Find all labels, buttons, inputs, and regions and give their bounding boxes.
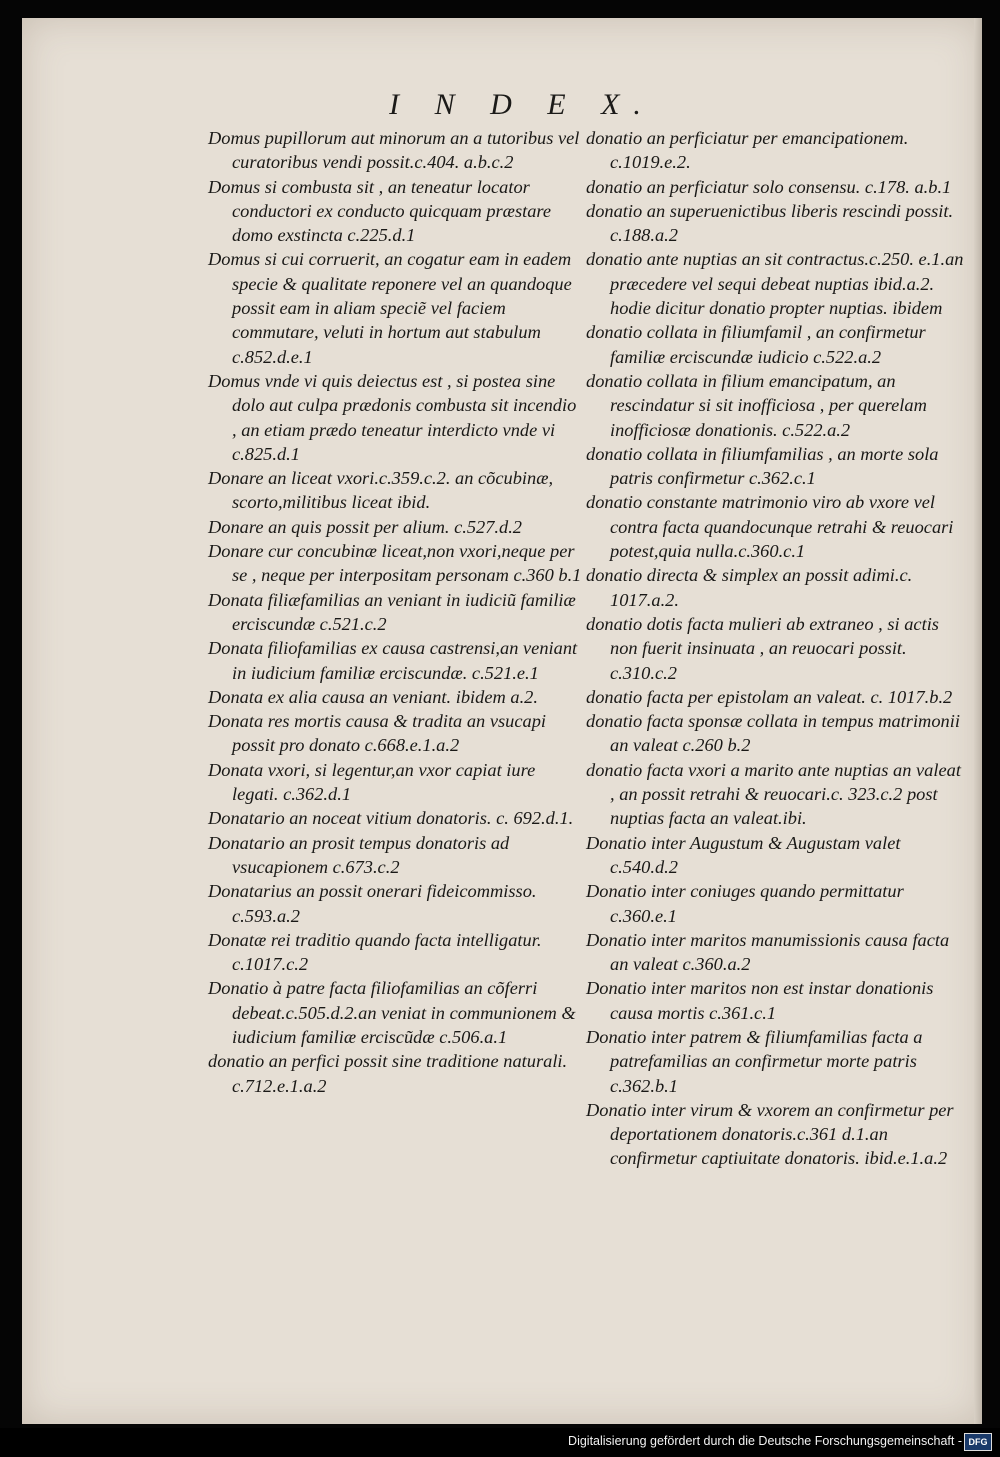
index-entry: Donatio inter patrem & filiumfamilias facta a patrefamilias an confirmetur morte patris c.362.b.1 [586, 1026, 923, 1096]
index-entry: donatio directa & simplex an possit adimi.c. 1017.a.2. [586, 565, 913, 610]
right-column [586, 126, 964, 1171]
page-header: I N D E X. [389, 88, 655, 121]
footer-bar [0, 1428, 1000, 1457]
index-entry: donatio collata in filium emancipatum, an rescindatur si sit inofficiosa , per querelam inofficiosæ donationis. c.522.a.2 [586, 370, 927, 440]
page-edge [974, 18, 982, 1424]
index-entry: Donata filiofamilias ex causa castrensi,an veniant in iudicium familiæ erciscundæ. c.521.e.1 [208, 638, 578, 683]
index-entry: Donatarius an possit onerari fideicommisso. c.593.a.2 [208, 881, 537, 926]
index-entry: donatio ante nuptias an sit contractus.c.250. e.1.an præcedere vel sequi debeat nuptias ibid.a.2. hodie dicitur donatio propter nuptias. ibidem [586, 249, 964, 319]
index-entry: donatio an perfici possit sine traditione naturali. c.712.e.1.a.2 [208, 1051, 568, 1096]
index-entry: Donatario an noceat vitium donatoris. c. 692.d.1. [208, 808, 574, 829]
index-entry: donatio an perficiatur solo consensu. c.178. a.b.1 [586, 176, 952, 197]
index-entry: Donatario an prosit tempus donatoris ad vsucapionem c.673.c.2 [208, 832, 510, 877]
index-entry: Donatio inter coniuges quando permittatur c.360.e.1 [586, 881, 904, 926]
index-entry: donatio facta vxori a marito ante nuptias an valeat , an possit retrahi & reuocari.c. 323.c.2 post nuptias facta an valeat.ibi. [586, 759, 961, 829]
index-entry: Donata ex alia causa an veniant. ibidem a.2. [208, 686, 538, 707]
index-entry: Donatio inter maritos manumissionis causa facta an valeat c.360.a.2 [586, 929, 950, 975]
index-entry: donatio dotis facta mulieri ab extraneo , si actis non fuerit insinuata , an reuocari possit. c.310.c.2 [586, 613, 939, 683]
index-entry: Donare an liceat vxori.c.359.c.2. an cõcubinæ, scorto,militibus liceat ibid. [208, 468, 554, 513]
left-column [208, 126, 584, 1098]
index-entry: donatio an perficiatur per emancipationem. c.1019.e.2. [586, 128, 909, 173]
index-entry: Donatio inter virum & vxorem an confirmetur per deportationem donatoris.c.361 d.1.an confirmetur captiuitate donatoris. ibid.e.1.a.2 [586, 1099, 954, 1169]
index-entry: donatio constante matrimonio viro ab vxore vel contra facta quandocunque retrahi & reuocari potest,quia nulla.c.360.c.1 [586, 492, 954, 562]
index-entry: donatio facta per epistolam an valeat. c. 1017.b.2 [586, 686, 953, 707]
footer-credit: Digitalisierung gefördert durch die Deutsche Forschungsgemeinschaft - [568, 1434, 962, 1448]
index-entry: Donare cur concubinæ liceat,non vxori,neque per se , neque per interpositam personam c.360 b.1 [208, 541, 582, 586]
index-entry: Donata vxori, si legentur,an vxor capiat iure legati. c.362.d.1 [208, 759, 536, 805]
index-entry: Donatæ rei traditio quando facta intelligatur. c.1017.c.2 [208, 929, 542, 975]
index-entry: Domus pupillorum aut minorum an a tutoribus vel curatoribus vendi possit.c.404. a.b.c.2 [208, 128, 580, 173]
index-entry: Donatio inter Augustum & Augustam valet c.540.d.2 [586, 832, 901, 877]
index-entry: Donatio inter maritos non est instar donationis causa mortis c.361.c.1 [586, 978, 934, 1023]
scanned-page [22, 18, 982, 1424]
index-entry: donatio collata in filiumfamilias , an morte sola patris confirmetur c.362.c.1 [586, 443, 939, 489]
index-entry: Donare an quis possit per alium. c.527.d.2 [208, 516, 522, 537]
index-entry: Donatio à patre facta filiofamilias an cõferri debeat.c.505.d.2.an veniat in communionem & iudicium familiæ erciscũdæ c.506.a.1 [208, 978, 576, 1047]
dfg-logo-icon: DFG [964, 1433, 992, 1451]
index-entry: Domus vnde vi quis deiectus est , si postea sine dolo aut culpa prædonis combusta sit incendio , an etiam prædo teneatur interdicto vnde vi c.825.d.1 [208, 370, 577, 464]
index-entry: Donata filiæfamilias an veniant in iudiciũ familiæ erciscundæ c.521.c.2 [208, 589, 576, 634]
index-entry: donatio an superuenictibus liberis rescindi possit. c.188.a.2 [586, 200, 954, 246]
index-entry: Domus si combusta sit , an teneatur locator conductori ex conducto quicquam præstare domo exstincta c.225.d.1 [208, 176, 552, 246]
index-entry: Donata res mortis causa & tradita an vsucapi possit pro donato c.668.e.1.a.2 [208, 711, 547, 756]
index-entry: donatio collata in filiumfamil , an confirmetur familiæ erciscundæ iudicio c.522.a.2 [586, 322, 926, 367]
index-entry: donatio facta sponsæ collata in tempus matrimonii an valeat c.260 b.2 [586, 711, 960, 756]
index-entry: Domus si cui corruerit, an cogatur eam in eadem specie & qualitate reponere vel an quandoque possit eam in aliam speciẽ vel faciem commutare, veluti in hortum aut stabulum c.852.d.e.1 [208, 249, 572, 367]
